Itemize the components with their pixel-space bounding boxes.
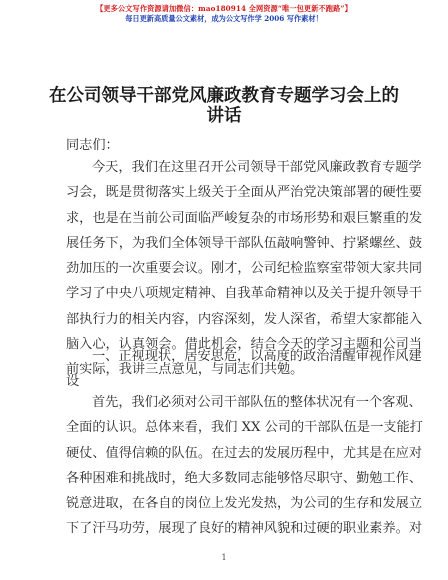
page-number: 1 — [221, 553, 227, 562]
paragraph-line: 学习了中央八项规定精神、自我革命精神以及关于提升领导干 — [66, 286, 423, 302]
banner-line-1: 【更多公文写作资源请加微信：mao180914 全网资源“唯一包更新不跑路”】 — [96, 4, 352, 13]
heading-line: 设 — [66, 374, 80, 390]
paragraph-line: 全面的认识。总体来看，我们 XX 公司的干部队伍是一支能打 — [66, 420, 423, 436]
title-line-2: 讲话 — [206, 106, 242, 126]
paragraph-line: 下了汗马功劳，展现了良好的精神风貌和过硬的职业素养。对 — [66, 521, 423, 537]
paragraph-line: 求，也是在当前公司面临严峻复杂的市场形势和艰巨繁重的发 — [66, 210, 423, 226]
paragraph-line: 习会，既是贯彻落实上级关于全面从严治党决策部署的硬性要 — [66, 185, 423, 201]
paragraph-line: 部执行力的相关内容，内容深刻，发人深省，希望大家都能入 — [66, 311, 423, 327]
paragraph-line: 劲加压的一次重要会议。刚才，公司纪检监察室带领大家共同 — [66, 261, 423, 277]
paragraph-line: 锐意进取，在各自的岗位上发光发热，为公司的生存和发展立 — [66, 496, 423, 512]
header-banner — [0, 4, 448, 24]
paragraph-2 — [66, 390, 423, 542]
section-heading-1 — [66, 344, 422, 395]
salutation: 同志们： — [66, 138, 119, 153]
document-title — [40, 86, 408, 126]
paragraph-line: 前实际，我讲三点意见，与同志们共勉。 — [66, 362, 304, 378]
paragraph-line: 各种困难和挑战时，绝大多数同志能够恪尽职守、勤勉工作、 — [66, 470, 423, 486]
paragraph-line: 硬仗、值得信赖的队伍。在过去的发展历程中，尤其是在应对 — [66, 445, 423, 461]
paragraph-line: 今天，我们在这里召开公司领导干部党风廉政教育专题学 — [92, 160, 422, 175]
title-line-1: 在公司领导干部党风廉政教育专题学习会上的 — [49, 86, 399, 106]
paragraph-line: 首先，我们必须对公司干部队伍的整体状况有一个客观、 — [92, 395, 422, 410]
paragraph-line: 脑入心，认真领会。借此机会，结合今天的学习主题和公司当 — [66, 337, 423, 353]
heading-line: 一、正视现状，居安思危，以高度的政治清醒审视作风建 — [92, 349, 422, 364]
banner-line-2: 每日更新高质量公文素材，成为公文写作学 2006 写作素材！ — [125, 14, 323, 23]
paragraph-line: 展任务下，为我们全体领导干部队伍敲响警钟、拧紧螺丝、鼓 — [66, 235, 423, 251]
